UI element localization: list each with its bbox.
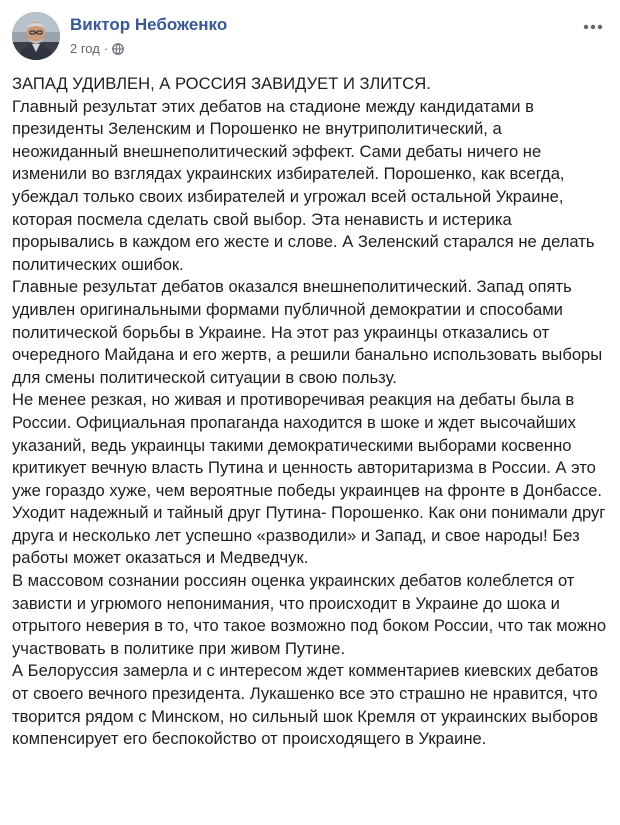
meta-separator: · (103, 41, 109, 56)
post-paragraph: Главные результат дебатов оказался внешнеполитический. Запад опять удивлен оригинальными формами публичной демократии и способами политической борьбы в Украине. На этот раз украинцы отказались от очередного Майдана и его жертв, а решили банально использовать выборы для смены политической ситуации в свою пользу. (12, 277, 603, 387)
post-headline: ЗАПАД УДИВЛЕН, А РОССИЯ ЗАВИДУЕТ И ЗЛИТСЯ. (12, 74, 431, 93)
post-body (12, 73, 610, 751)
post-paragraph: А Белоруссия замерла и с интересом ждет комментариев киевских дебатов от своего вечного президента. Лукашенко все это страшно не нравится, что творится рядом с Минском, но сильный шок Кремля от украинских выборов компенсирует его беспокойство от происходящего в Украине. (12, 661, 599, 749)
globe-icon (112, 43, 124, 55)
post-meta (70, 41, 124, 56)
avatar-image (12, 12, 60, 60)
more-options-button[interactable] (580, 16, 606, 38)
post-paragraph: В массовом сознании россиян оценка украинских дебатов колеблется от зависти и угрюмого непонимания, что происходит в Украине до шока и отрытого неверия в то, что такое возможно под боком России, что так можно участвовать в политике при живом Путине. (12, 571, 607, 658)
post-paragraph: Главный результат этих дебатов на стадионе между кандидатами в президенты Зеленским и Порошенко не внутриполитический, а неожиданный внешнеполитический эффект. Сами дебаты ничего не изменили во взглядах украинских избирателей. Порошенко, как всегда, убеждал только своих избирателей и угрожал всей остальной Украине, которая посмела сделать свой выбор. Эта ненависть и истерика прорывались в каждом его жесте и слове. А Зеленский старался не делать политических ошибок. (12, 96, 595, 274)
more-horizontal-icon (583, 24, 603, 30)
avatar[interactable] (12, 12, 60, 60)
post-header (12, 12, 608, 62)
author-name[interactable]: Виктор Небоженко (70, 15, 228, 34)
post-timestamp[interactable]: 2 год (70, 41, 100, 56)
post-paragraph: Не менее резкая, но живая и противоречивая реакция на дебаты была в России. Официальная пропаганда находится в шоке и ждет высочайших указаний, ведь украинцы такими демократическими выборами косвенно критикует вечную власть Путина и ценность авторитаризма в России. А это уже гораздо хуже, чем вероятные победы украинцев на фронте в Донбассе. Уходит надежный и тайный друг Путина- Порошенко. Как они понимали друг друга и несколько лет успешно «разводили» и Запад, и свое народы! Без работы может оказаться и Медведчук. (12, 390, 606, 568)
